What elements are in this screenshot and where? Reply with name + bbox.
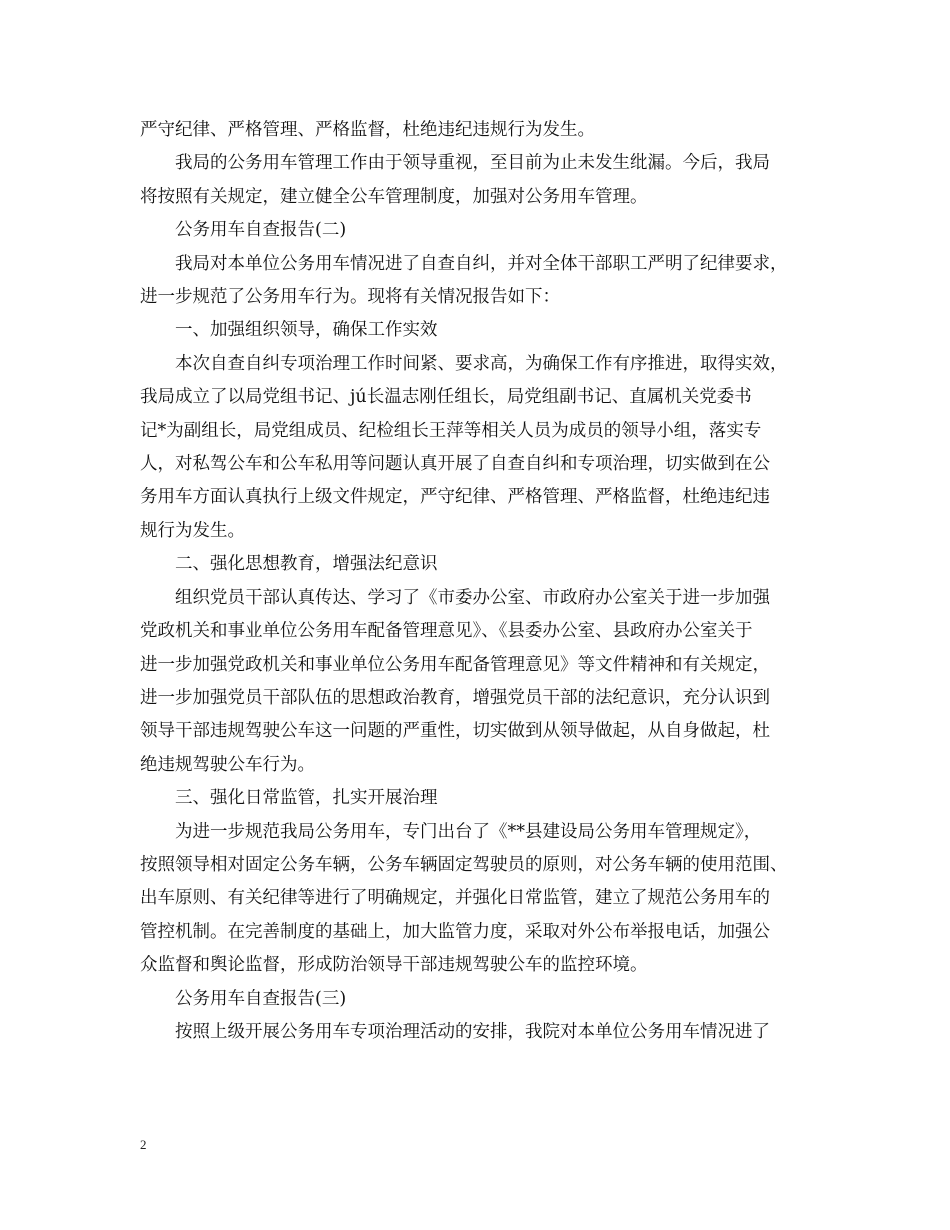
text-line: 记*为副组长，局党组成员、纪检组长王萍等相关人员为成员的领导小组，落实专 [140, 420, 762, 441]
text-line: 我局成立了以局党组书记、jú长温志刚任组长，局党组副书记、直属机关党委书 [140, 387, 752, 408]
text-line: 公务用车自查报告(三) [175, 988, 347, 1009]
text-line: 将按照有关规定，建立健全公车管理制度，加强对公务用车管理。 [140, 186, 648, 207]
text-line: 按照领导相对固定公务车辆，公务车辆固定驾驶员的原则，对公务车辆的使用范围、 [140, 854, 788, 875]
text-line: 严守纪律、严格管理、严格监督，杜绝违纪违规行为发生。 [140, 120, 595, 140]
text-line: 进一步加强党员干部队伍的思想政治教育，增强党员干部的法纪意识，充分认识到 [140, 687, 770, 708]
text-line: 二、强化思想教育，增强法纪意识 [175, 554, 438, 575]
text-line: 规行为发生。 [140, 520, 245, 541]
text-line: 务用车方面认真执行上级文件规定，严守纪律、严格管理、严格监督，杜绝违纪违 [140, 487, 770, 508]
text-line: 绝违规驾驶公车行为。 [140, 754, 315, 775]
text-line: 领导干部违规驾驶公车这一问题的严重性，切实做到从领导做起，从自身做起，杜 [140, 721, 770, 742]
text-line: 组织党员干部认真传达、学习了《市委办公室、市政府办公室关于进一步加强 [175, 587, 770, 608]
text-line: 三、强化日常监管，扎实开展治理 [175, 788, 438, 809]
text-line: 众监督和舆论监督，形成防治领导干部违规驾驶公车的监控环境。 [140, 955, 648, 976]
text-line: 管控机制。在完善制度的基础上，加大监管力度，采取对外公布举报电话，加强公 [140, 921, 770, 942]
page-number: 2 [140, 1137, 147, 1152]
text-line: 进一步加强党政机关和事业单位公务用车配备管理意见》等文件精神和有关规定， [140, 654, 770, 675]
text-line: 为进一步规范我局公务用车，专门出台了《**县建设局公务用车管理规定》， [175, 821, 762, 842]
text-line: 党政机关和事业单位公务用车配备管理意见》、《县委办公室、县政府办公室关于 [140, 621, 753, 642]
text-line: 出车原则、有关纪律等进行了明确规定，并强化日常监管，建立了规范公务用车的 [140, 888, 770, 909]
text-line: 按照上级开展公务用车专项治理活动的安排，我院对本单位公务用车情况进了 [175, 1021, 770, 1042]
text-line: 一、加强组织领导，确保工作实效 [175, 320, 438, 341]
text-line: 我局的公务用车管理工作由于领导重视，至目前为止未发生纰漏。今后，我局 [175, 153, 770, 174]
text-line: 进一步规范了公务用车行为。现将有关情况报告如下： [140, 287, 560, 308]
text-line: 本次自查自纠专项治理工作时间紧、要求高，为确保工作有序推进，取得实效， [175, 353, 788, 374]
text-line: 人，对私驾公车和公车私用等问题认真开展了自查自纠和专项治理，切实做到在公 [140, 454, 770, 475]
text-line: 我局对本单位公务用车情况进了自查自纠，并对全体干部职工严明了纪律要求， [175, 253, 788, 274]
text-line: 公务用车自查报告(二) [175, 220, 347, 241]
document-body [140, 114, 825, 1049]
